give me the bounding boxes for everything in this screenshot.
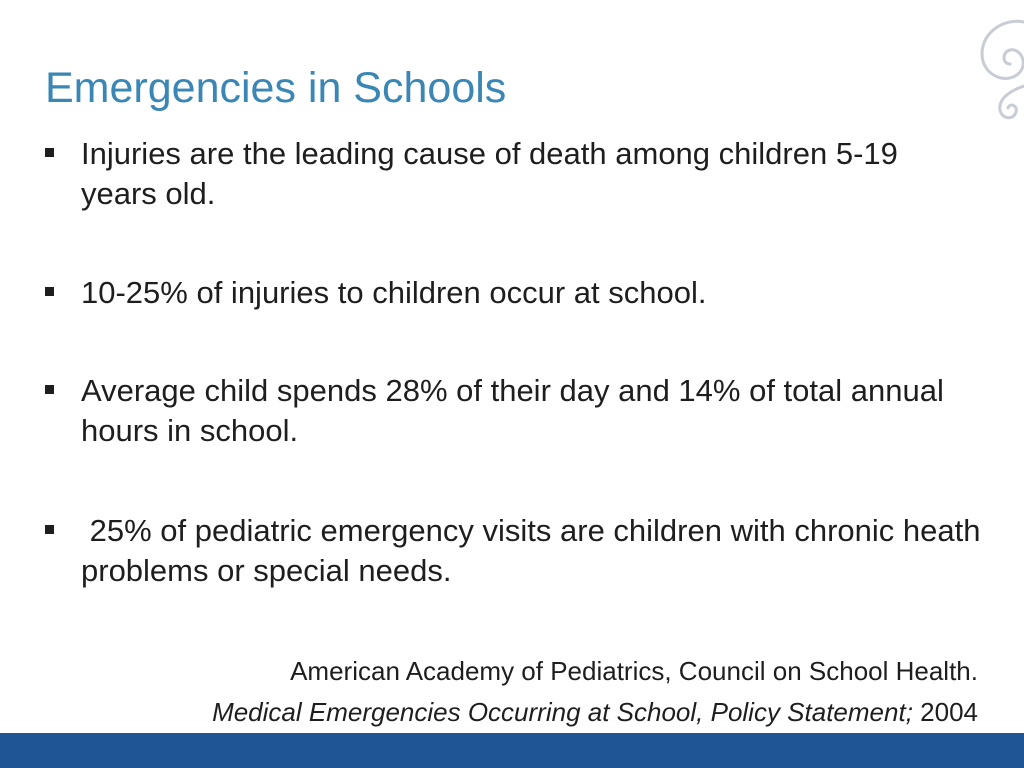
bullet-item	[81, 273, 981, 313]
citation-year: 2004	[912, 697, 978, 727]
slide-title: Emergencies in Schools	[45, 64, 507, 112]
citation-source: American Academy of Pediatrics, Council on School Health.	[290, 656, 978, 686]
square-bullet-icon	[45, 287, 54, 296]
citation-title	[212, 697, 978, 728]
bullet-text: 10-25% of injuries to children occur at school.	[81, 275, 707, 310]
bullet-item	[81, 134, 981, 214]
swirl-decoration-icon	[968, 14, 1024, 124]
square-bullet-icon	[45, 525, 54, 534]
bullet-text: Injuries are the leading cause of death among children 5-19 years old.	[81, 136, 898, 211]
bullet-text: Average child spends 28% of their day and 14% of total annual hours in school.	[81, 373, 944, 448]
square-bullet-icon	[45, 148, 54, 157]
bullet-item	[81, 371, 981, 451]
square-bullet-icon	[45, 385, 54, 394]
footer-bar	[0, 733, 1024, 768]
citation-document-title: Medical Emergencies Occurring at School, Policy Statement;	[212, 697, 913, 727]
bullet-text: 25% of pediatric emergency visits are children with chronic heath problems or special needs.	[81, 513, 990, 588]
bullet-item	[81, 511, 990, 591]
